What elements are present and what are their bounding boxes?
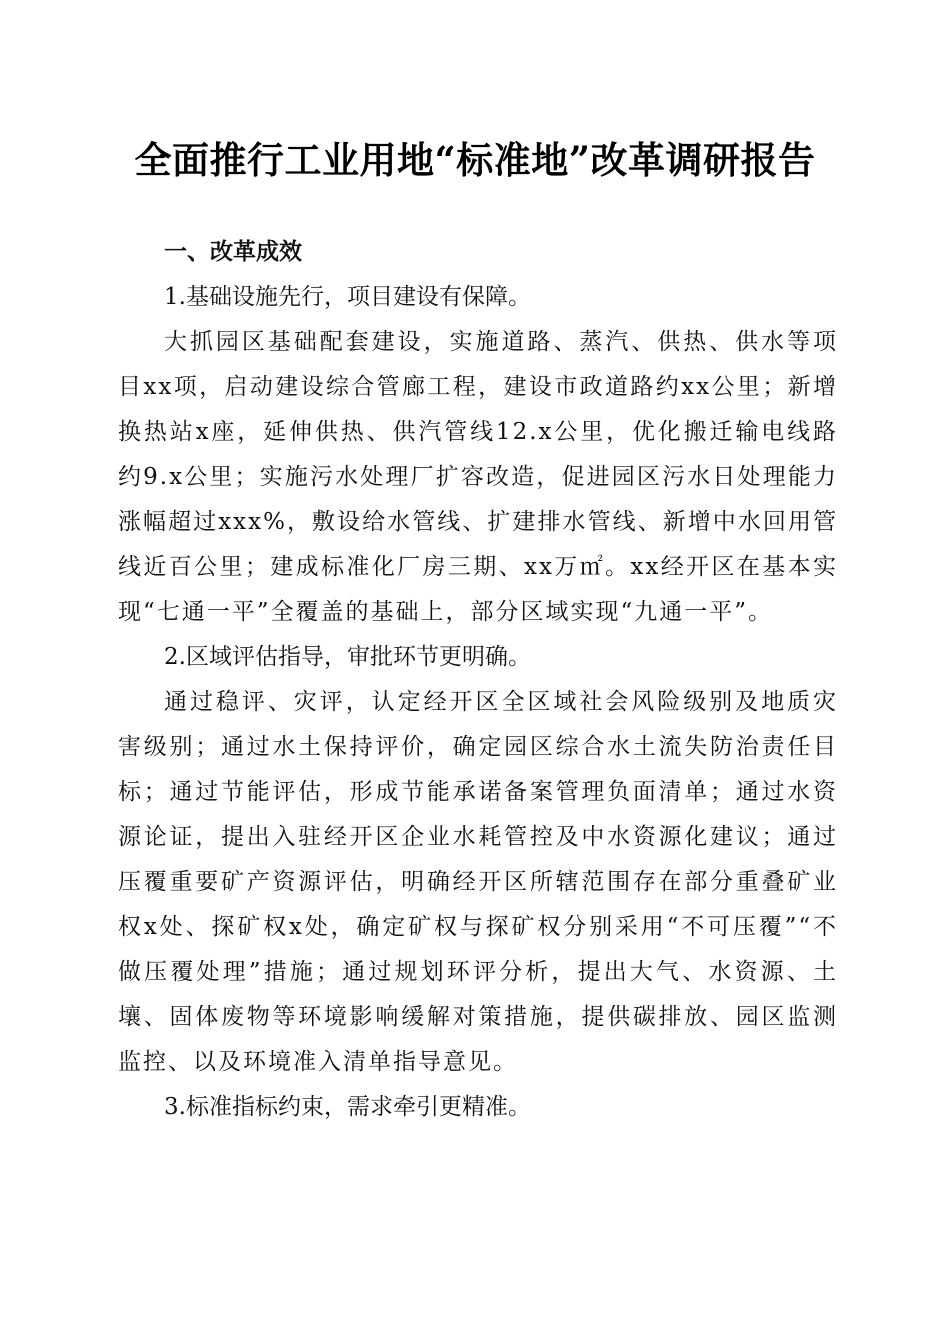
item-heading-3: 3.标准指标约束，需求牵引更精准。: [164, 1094, 531, 1120]
item-heading-1: 1.基础设施先行，项目建设有保障。: [164, 284, 531, 310]
section-heading: 一、改革成效: [164, 239, 302, 265]
item-paragraph-1: 大抓园区基础配套建设，实施道路、蒸汽、供热、供水等项目xx项，启动建设综合管廊工程，建设市政道路约xx公里；新增换热站x座，延伸供热、供汽管线12.x公里，优化搬迁输电线路约9.x公里；实施污水处理厂扩容改造，促进园区污水日处理能力涨幅超过xxx%，敷设给水管线、扩建排水管线、新增中水回用管线近百公里；建成标准化厂房三期、xx万㎡。xx经开区在基本实现“七通一平”全覆盖的基础上，部分区域实现“九通一平”。: [118, 329, 838, 625]
document-body: [118, 230, 838, 1130]
document-title: 全面推行工业用地“标准地”改革调研报告: [134, 138, 816, 182]
item-heading-2: 2.区域评估指导，审批环节更明确。: [164, 644, 531, 670]
item-paragraph-2: 通过稳评、灾评，认定经开区全区域社会风险级别及地质灾害级别；通过水土保持评价，确定园区综合水土流失防治责任目标；通过节能评估，形成节能承诺备案管理负面清单；通过水资源论证，提出入驻经开区企业水耗管控及中水资源化建议；通过压覆重要矿产资源评估，明确经开区所辖范围存在部分重叠矿业权x处、探矿权x处，确定矿权与探矿权分别采用“不可压覆”“不做压覆处理”措施；通过规划环评分析，提出大气、水资源、土壤、固体废物等环境影响缓解对策措施，提供碳排放、园区监测监控、以及环境准入清单指导意见。: [118, 689, 838, 1075]
